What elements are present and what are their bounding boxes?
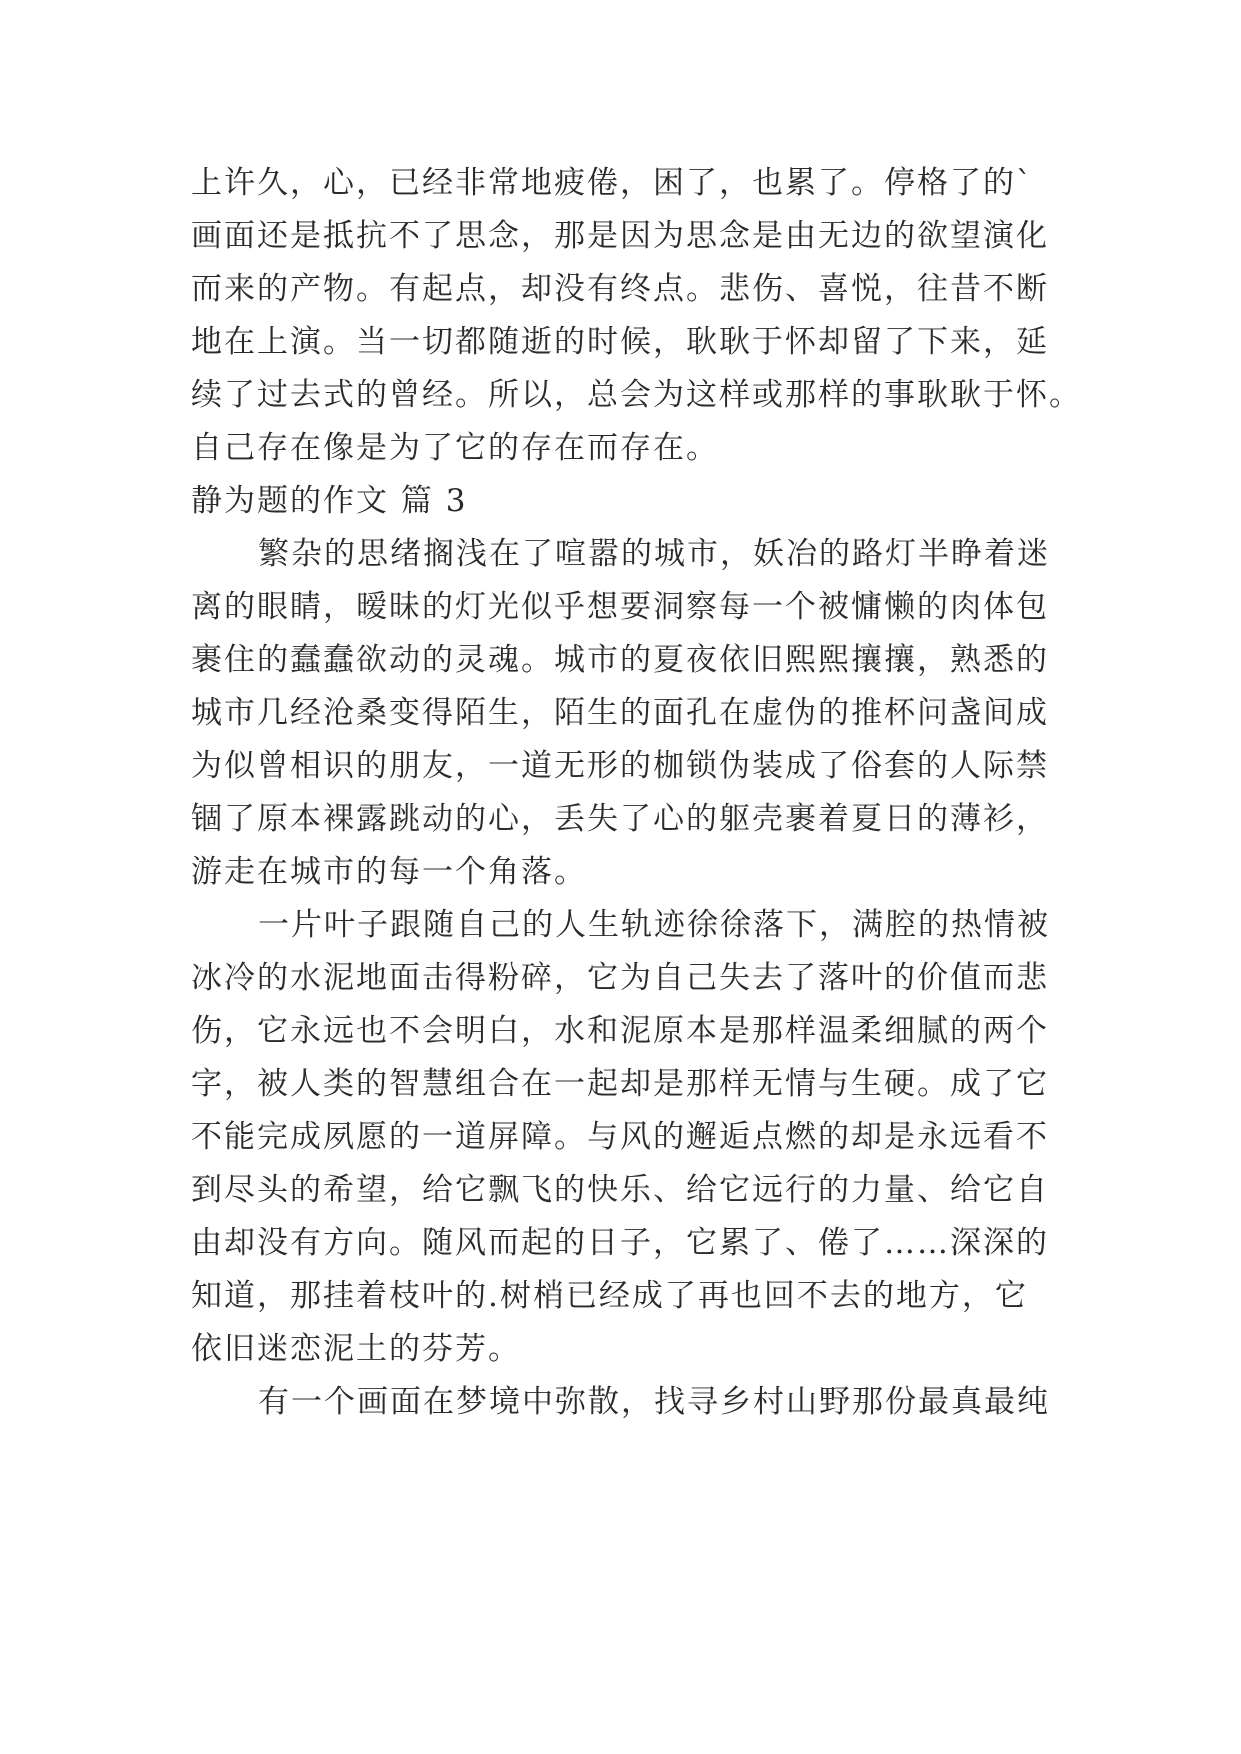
text-line: 地在上演。当一切都随逝的时候，耿耿于怀却留了下来，延 [191, 324, 1049, 360]
text-line: 上许久，心，已经非常地疲倦，困了，也累了。停格了的` [191, 165, 1034, 201]
text-line: 一片叶子跟随自己的人生轨迹徐徐落下，满腔的热情被 [258, 907, 1050, 943]
text-line: 自己存在像是为了它的存在而存在。 [191, 430, 719, 466]
text-line: 字，被人类的智慧组合在一起却是那样无情与生硬。成了它 [191, 1066, 1049, 1102]
text-line: 有一个画面在梦境中弥散，找寻乡村山野那份最真最纯 [258, 1384, 1050, 1420]
text-line: 伤，它永远也不会明白，水和泥原本是那样温柔细腻的两个 [191, 1013, 1049, 1049]
text-line: 为似曾相识的朋友，一道无形的枷锁伪装成了俗套的人际禁 [191, 748, 1049, 784]
text-line: 裹住的蠢蠢欲动的灵魂。城市的夏夜依旧熙熙攘攘，熟悉的 [191, 642, 1049, 678]
text-line: 到尽头的希望，给它飘飞的快乐、给它远行的力量、给它自 [191, 1172, 1049, 1208]
text-line: 游走在城市的每一个角落。 [191, 854, 587, 890]
text-line: 画面还是抵抗不了思念，那是因为思念是由无边的欲望演化 [191, 218, 1049, 254]
text-line: 知道，那挂着枝叶的.树梢已经成了再也回不去的地方，它 [191, 1278, 1028, 1314]
text-line: 而来的产物。有起点，却没有终点。悲伤、喜悦，往昔不断 [191, 271, 1049, 307]
text-line: 依旧迷恋泥土的芬芳。 [191, 1331, 521, 1367]
text-line: 冰冷的水泥地面击得粉碎，它为自己失去了落叶的价值而悲 [191, 960, 1049, 996]
text-line: 不能完成夙愿的一道屏障。与风的邂逅点燃的却是永远看不 [191, 1119, 1049, 1155]
text-line: 续了过去式的曾经。所以，总会为这样或那样的事耿耿于怀。 [191, 377, 1082, 413]
text-line: 锢了原本裸露跳动的心，丢失了心的躯壳裹着夏日的薄衫， [191, 801, 1049, 837]
text-line: 繁杂的思绪搁浅在了喧嚣的城市，妖冶的路灯半睁着迷 [258, 536, 1050, 572]
text-line: 城市几经沧桑变得陌生，陌生的面孔在虚伪的推杯问盏间成 [191, 695, 1049, 731]
text-line: 离的眼睛，暧昧的灯光似乎想要洞察每一个被慵懒的肉体包 [191, 589, 1049, 625]
section-heading: 静为题的作文 篇 3 [191, 483, 468, 519]
text-line: 由却没有方向。随风而起的日子，它累了、倦了……深深的 [191, 1225, 1049, 1261]
